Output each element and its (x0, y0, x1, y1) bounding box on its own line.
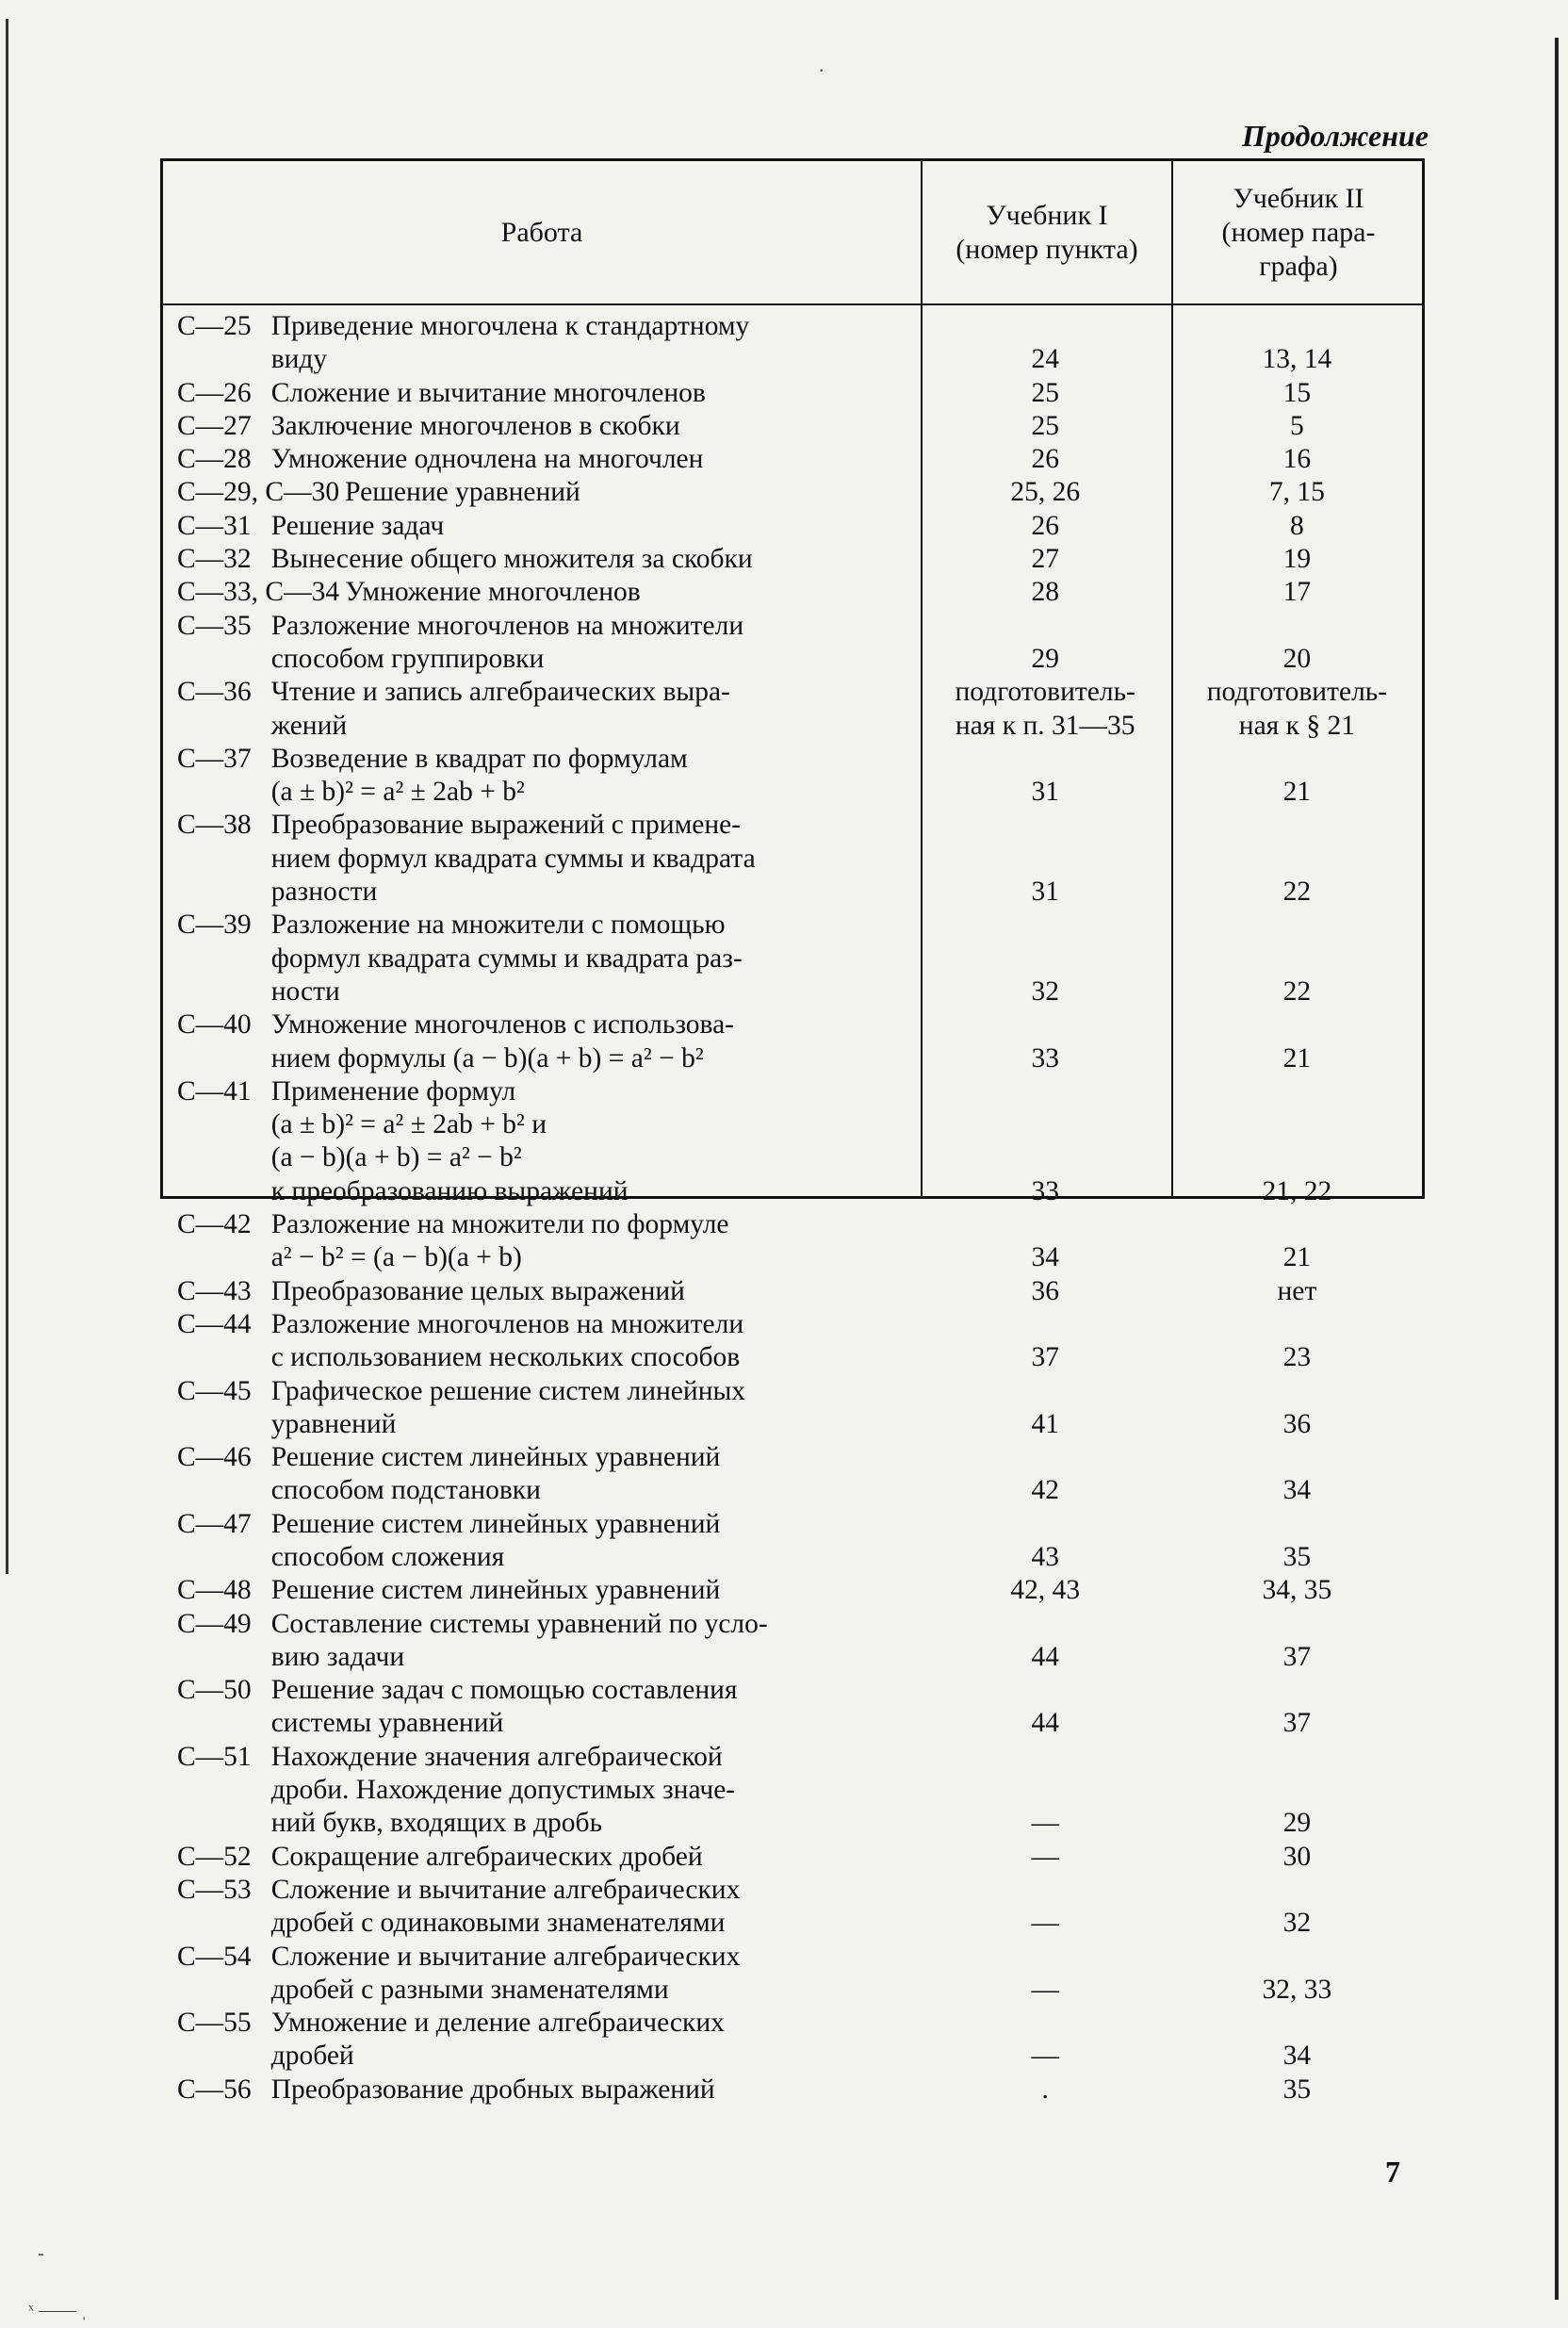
table-row (163, 310, 1422, 377)
description-line: ний букв, входящих в дробь (270, 1808, 603, 1839)
book2-ref-line: 20 (1282, 643, 1312, 674)
description-line: Решение задач с помощью составления (270, 1675, 738, 1706)
book2-ref-line: 35 (1282, 1541, 1312, 1572)
book1-ref-line: — (1031, 1841, 1059, 1872)
book2-ref (1172, 1375, 1422, 1442)
description-line: вию задачи (270, 1641, 405, 1672)
book2-ref (1172, 1308, 1422, 1375)
book2-ref (1172, 476, 1422, 509)
book1-ref-line: 42, 43 (1010, 1575, 1081, 1606)
description-line: Графическое решение систем линейных (270, 1375, 746, 1406)
table-row (163, 1275, 1422, 1308)
table-row (163, 1208, 1422, 1275)
book2-ref (1172, 443, 1422, 476)
scan-speck: ˣ —— ˌ (28, 2300, 88, 2320)
book2-ref (1172, 1075, 1422, 1208)
book1-ref (921, 1841, 1170, 1874)
book2-ref-line: 21, 22 (1262, 1175, 1332, 1206)
work-code: С—46 (177, 1442, 252, 1473)
description-line: способом сложения (270, 1541, 505, 1572)
book1-ref (921, 2074, 1170, 2107)
book1-ref (921, 310, 1170, 377)
book2-ref (1172, 2074, 1422, 2107)
description-line: формул квадрата суммы и квадрата раз- (270, 943, 743, 974)
book1-ref-line: 25 (1031, 377, 1059, 408)
work-code: С—47 (177, 1508, 252, 1539)
book2-ref (1172, 310, 1422, 377)
work-code: С—44 (177, 1308, 252, 1339)
table-row (163, 543, 1422, 576)
book2-ref (1172, 1008, 1422, 1075)
book2-ref-line: 23 (1282, 1342, 1312, 1373)
table-row (163, 2074, 1422, 2107)
description-line: Решение задач (270, 510, 445, 541)
book2-ref (1172, 909, 1422, 1008)
book1-ref (921, 1075, 1170, 1208)
book1-ref (921, 543, 1170, 576)
work-code: С—48 (177, 1575, 252, 1606)
book1-ref-line: 28 (1031, 577, 1059, 608)
header-work (163, 161, 921, 303)
header-book2-line: (номер пара- (1221, 216, 1376, 248)
book2-ref-line: 37 (1282, 1641, 1312, 1672)
book1-ref (921, 1941, 1170, 2008)
book2-ref (1172, 1608, 1422, 1675)
table-row (163, 743, 1422, 810)
book2-ref-line: 21 (1282, 1242, 1312, 1273)
header-book2-line: Учебник II (1233, 182, 1364, 214)
description-line: Разложение многочленов на множители (270, 1308, 744, 1339)
description-line: Сложение и вычитание алгебраических (270, 1874, 741, 1905)
description-line: Составление системы уравнений по усло- (270, 1608, 768, 1639)
description-line: ности (270, 975, 340, 1007)
work-code: С—42 (177, 1209, 252, 1240)
description-line: Решение систем линейных уравнений (270, 1508, 721, 1539)
work-code: С—32 (177, 544, 252, 575)
work-description (271, 1674, 919, 1741)
table-row (163, 1841, 1422, 1874)
work-cell (163, 476, 919, 509)
book2-ref-line: 15 (1282, 377, 1312, 408)
description-line: уравнений (270, 1408, 397, 1439)
work-description (271, 1874, 919, 1941)
table-row (163, 443, 1422, 476)
work-description (271, 2007, 919, 2074)
table-row (163, 1941, 1422, 2008)
book2-ref-line: подготовитель- (1206, 677, 1388, 708)
work-description (271, 1308, 919, 1375)
work-code: С—36 (177, 677, 252, 708)
description-line: Умножение и деление алгебраических (270, 2008, 725, 2039)
table-row (163, 909, 1422, 1008)
book2-ref-line: 22 (1282, 975, 1312, 1007)
work-code: С—53 (177, 1874, 252, 1905)
description-line: Разложение на множители по формуле (270, 1209, 729, 1240)
description-line: Разложение многочленов на множители (270, 610, 744, 641)
description-line: виду (270, 344, 328, 375)
work-cell (163, 576, 919, 609)
book1-ref (921, 410, 1170, 443)
description-line: Вынесение общего множителя за скобки (270, 544, 753, 575)
work-description (271, 1741, 919, 1841)
book2-ref (1172, 1874, 1422, 1941)
description-line: Преобразование выражений с примене- (270, 810, 742, 841)
description-line: Преобразование дробных выражений (270, 2074, 715, 2105)
book1-ref (921, 743, 1170, 810)
description-line: Нахождение значения алгебраической (270, 1741, 723, 1772)
book2-ref (1172, 1741, 1422, 1841)
description-line: к преобразованию выражений (270, 1175, 629, 1206)
table-row (163, 1674, 1422, 1741)
book1-ref (921, 1608, 1170, 1675)
header-book1 (923, 161, 1171, 303)
work-code: С—41 (177, 1075, 252, 1107)
book1-ref-line: — (1031, 1974, 1059, 2005)
book2-ref-line: 34 (1282, 1475, 1312, 1506)
book1-ref (921, 610, 1170, 677)
description-line: дробей (270, 2041, 354, 2072)
table-row (163, 1508, 1422, 1575)
book2-ref (1172, 576, 1422, 609)
header-divider (163, 303, 1422, 305)
work-description (345, 476, 918, 509)
book1-ref-line: 42 (1031, 1475, 1059, 1506)
work-code: С—50 (177, 1675, 252, 1706)
book1-ref (921, 1008, 1170, 1075)
table-row (163, 1874, 1422, 1941)
book1-ref-line: подготовитель- (955, 677, 1135, 708)
book1-ref-line: 44 (1031, 1641, 1059, 1672)
work-description (271, 510, 919, 543)
book2-ref-line: 36 (1282, 1408, 1312, 1439)
description-line: (a − b)(a + b) = a² − b² (270, 1142, 522, 1173)
description-line: Решение систем линейных уравнений (270, 1575, 721, 1606)
book2-ref-line: 7, 15 (1268, 477, 1325, 508)
book1-ref (921, 1741, 1170, 1841)
book2-ref (1172, 676, 1422, 743)
book2-ref (1172, 1674, 1422, 1741)
table-row (163, 576, 1422, 609)
work-description (271, 377, 919, 410)
work-description (271, 909, 919, 1008)
work-code: С—29, С—30 (177, 477, 340, 508)
book1-ref-line: 41 (1031, 1408, 1059, 1439)
book1-ref-line: 36 (1031, 1275, 1059, 1306)
work-description (271, 1375, 919, 1442)
book1-ref (921, 1574, 1170, 1607)
work-code: С—45 (177, 1375, 252, 1406)
scan-speck: · (818, 58, 825, 82)
book1-ref (921, 377, 1170, 410)
work-description (271, 410, 919, 443)
work-code: С—39 (177, 910, 252, 941)
work-code: С—43 (177, 1275, 252, 1306)
book2-ref-line: 34 (1282, 2041, 1312, 2072)
work-description (271, 1608, 919, 1675)
book1-ref (921, 510, 1170, 543)
book2-ref (1172, 543, 1422, 576)
description-line: a² − b² = (a − b)(a + b) (270, 1242, 522, 1273)
continuation-label: Продолжение (1242, 119, 1429, 153)
description-line: Умножение одночлена на многочлен (270, 444, 704, 475)
book1-ref (921, 2007, 1170, 2074)
work-code: С—54 (177, 1941, 252, 1972)
description-line: Преобразование целых выражений (270, 1275, 685, 1306)
book1-ref-line: 32 (1031, 975, 1059, 1007)
work-description (271, 1941, 919, 2008)
header-book2 (1173, 161, 1424, 303)
description-line: нием формулы (a − b)(a + b) = a² − b² (270, 1042, 704, 1074)
book2-ref (1172, 1275, 1422, 1308)
description-line: Сокращение алгебраических дробей (270, 1841, 703, 1872)
header-work-label: Работа (500, 216, 583, 248)
book1-ref (921, 809, 1170, 909)
work-code: С—35 (177, 610, 252, 641)
book2-ref-line: 21 (1282, 1042, 1312, 1074)
description-line: Заключение многочленов в скобки (270, 410, 680, 441)
work-description (271, 1441, 919, 1508)
book1-ref-line: ная к п. 31—35 (955, 710, 1135, 741)
book1-ref (921, 476, 1170, 509)
book1-ref-line: 26 (1031, 444, 1059, 475)
book1-ref-line: 37 (1031, 1342, 1059, 1373)
book2-ref-line: 13, 14 (1262, 344, 1332, 375)
work-description (271, 1275, 919, 1308)
book1-ref (921, 1441, 1170, 1508)
work-description (271, 676, 919, 743)
work-description (271, 1508, 919, 1575)
table-row (163, 1741, 1422, 1841)
scan-speck: - (38, 2243, 44, 2264)
book2-ref-line: 8 (1290, 510, 1304, 541)
page-edge-right (1555, 38, 1559, 2300)
work-code: С—27 (177, 410, 252, 441)
description-line: разности (270, 877, 378, 908)
work-code: С—25 (177, 311, 252, 341)
book2-ref-line: 16 (1282, 444, 1312, 475)
curriculum-table (160, 158, 1425, 2105)
description-line: (a ± b)² = a² ± 2ab + b² (270, 777, 525, 808)
work-code: С—37 (177, 743, 252, 774)
book1-ref-line: 31 (1031, 777, 1059, 808)
work-code: С—51 (177, 1741, 252, 1772)
book1-ref (921, 1275, 1170, 1308)
work-description (271, 1208, 919, 1275)
book2-ref (1172, 809, 1422, 909)
work-description (345, 576, 918, 609)
page-edge-left (6, 19, 8, 1574)
book2-ref (1172, 377, 1422, 410)
book1-ref (921, 909, 1170, 1008)
description-line: (a ± b)² = a² ± 2ab + b² и (270, 1109, 547, 1140)
book2-ref (1172, 610, 1422, 677)
work-description (271, 1841, 919, 1874)
table-row (163, 1308, 1422, 1375)
book2-ref-line: 5 (1290, 410, 1304, 441)
work-code: С—56 (177, 2074, 252, 2105)
book2-ref-line: 21 (1282, 777, 1312, 808)
description-line: Умножение многочленов с использова- (270, 1009, 735, 1041)
description-line: Сложение и вычитание алгебраических (270, 1941, 741, 1972)
description-line: Применение формул (270, 1075, 516, 1107)
book1-ref-line: 24 (1031, 344, 1059, 375)
description-line: Приведение многочлена к стандартному (270, 311, 750, 341)
work-code: С—31 (177, 510, 252, 541)
header-book1-line: (номер пункта) (956, 233, 1138, 265)
book2-ref (1172, 1841, 1422, 1874)
book2-ref-line: 34, 35 (1262, 1575, 1332, 1606)
table-row (163, 1441, 1422, 1508)
description-line: Возведение в квадрат по формулам (270, 743, 688, 774)
book2-ref (1172, 743, 1422, 810)
description-line: нием формул квадрата суммы и квадрата (270, 843, 756, 874)
description-line: Чтение и запись алгебраических выра- (270, 677, 730, 708)
work-description (271, 1075, 919, 1208)
book1-ref (921, 1508, 1170, 1575)
book1-ref (921, 1674, 1170, 1741)
page-number: 7 (1385, 2155, 1400, 2189)
description-line: способом подстановки (270, 1475, 541, 1506)
book2-ref (1172, 1574, 1422, 1607)
book1-ref-line: . (1041, 2074, 1049, 2105)
header-book1-line: Учебник I (986, 199, 1108, 231)
book2-ref-line: нет (1277, 1275, 1317, 1306)
work-code: С—28 (177, 444, 252, 475)
book2-ref-line: 32 (1282, 1908, 1312, 1939)
book1-ref (921, 1208, 1170, 1275)
table-row (163, 1608, 1422, 1675)
description-line: жений (270, 710, 348, 741)
table-body (163, 310, 1422, 2107)
header-book2-line: графа) (1259, 250, 1338, 282)
book2-ref (1172, 410, 1422, 443)
work-description (271, 1574, 919, 1607)
book2-ref (1172, 2007, 1422, 2074)
work-description (271, 543, 919, 576)
book2-ref-line: ная к § 21 (1238, 710, 1355, 741)
table-row (163, 410, 1422, 443)
work-description (271, 1008, 919, 1075)
description-line: дроби. Нахождение допустимых значе- (270, 1775, 736, 1806)
work-code: С—49 (177, 1608, 252, 1639)
table-row (163, 2007, 1422, 2074)
description-line: Умножение многочленов (345, 577, 641, 608)
book2-ref-line: 35 (1282, 2074, 1312, 2105)
description-line: дробей с одинаковыми знаменателями (270, 1908, 726, 1939)
book2-ref (1172, 510, 1422, 543)
book1-ref-line: 43 (1031, 1541, 1059, 1572)
book2-ref-line: 30 (1282, 1841, 1312, 1872)
book2-ref (1172, 1941, 1422, 2008)
description-line: Решение систем линейных уравнений (270, 1442, 721, 1473)
description-line: дробей с разными знаменателями (270, 1974, 669, 2005)
book2-ref-line: 19 (1282, 544, 1312, 575)
table-row (163, 1008, 1422, 1075)
description-line: с использованием нескольких способов (270, 1342, 741, 1373)
work-code: С—55 (177, 2008, 252, 2039)
book1-ref (921, 443, 1170, 476)
table-row (163, 676, 1422, 743)
table-row (163, 809, 1422, 909)
book2-ref (1172, 1441, 1422, 1508)
book1-ref-line: 25, 26 (1010, 477, 1081, 508)
book2-ref-line: 32, 33 (1262, 1974, 1332, 2005)
work-description (271, 743, 919, 810)
work-description (271, 2074, 919, 2107)
book1-ref (921, 576, 1170, 609)
work-description (271, 310, 919, 377)
book1-ref-line: 34 (1031, 1242, 1059, 1273)
work-code: С—33, С—34 (177, 577, 340, 608)
book1-ref-line: — (1031, 2041, 1059, 2072)
work-code: С—26 (177, 377, 252, 408)
book1-ref (921, 1308, 1170, 1375)
book1-ref (921, 1874, 1170, 1941)
book2-ref-line: 17 (1282, 577, 1312, 608)
book2-ref (1172, 1508, 1422, 1575)
table-row (163, 476, 1422, 509)
book1-ref-line: 29 (1031, 643, 1059, 674)
table-row (163, 1574, 1422, 1607)
description-line: способом группировки (270, 643, 545, 674)
table-row (163, 1375, 1422, 1442)
work-code: С—38 (177, 810, 252, 841)
work-description (271, 809, 919, 909)
work-code: С—52 (177, 1841, 252, 1872)
table-row (163, 1075, 1422, 1208)
book2-ref-line: 22 (1282, 877, 1312, 908)
book1-ref-line: 33 (1031, 1175, 1059, 1206)
work-description (271, 443, 919, 476)
book2-ref-line: 37 (1282, 1708, 1312, 1739)
table-row (163, 377, 1422, 410)
table-row (163, 510, 1422, 543)
book1-ref-line: — (1031, 1808, 1059, 1839)
description-line: системы уравнений (270, 1708, 504, 1739)
book1-ref-line: 33 (1031, 1042, 1059, 1074)
table-row (163, 610, 1422, 677)
description-line: Разложение на множители с помощью (270, 910, 726, 941)
work-description (271, 610, 919, 677)
book1-ref (921, 1375, 1170, 1442)
book2-ref (1172, 1208, 1422, 1275)
book1-ref-line: 26 (1031, 510, 1059, 541)
description-line: Решение уравнений (345, 477, 580, 508)
work-code: С—40 (177, 1009, 252, 1041)
description-line: Сложение и вычитание многочленов (270, 377, 706, 408)
book1-ref-line: 27 (1031, 544, 1059, 575)
book1-ref-line: — (1031, 1908, 1059, 1939)
book1-ref-line: 44 (1031, 1708, 1059, 1739)
book1-ref (921, 676, 1170, 743)
book1-ref-line: 25 (1031, 410, 1059, 441)
book1-ref-line: 31 (1031, 877, 1059, 908)
book2-ref-line: 29 (1282, 1808, 1312, 1839)
